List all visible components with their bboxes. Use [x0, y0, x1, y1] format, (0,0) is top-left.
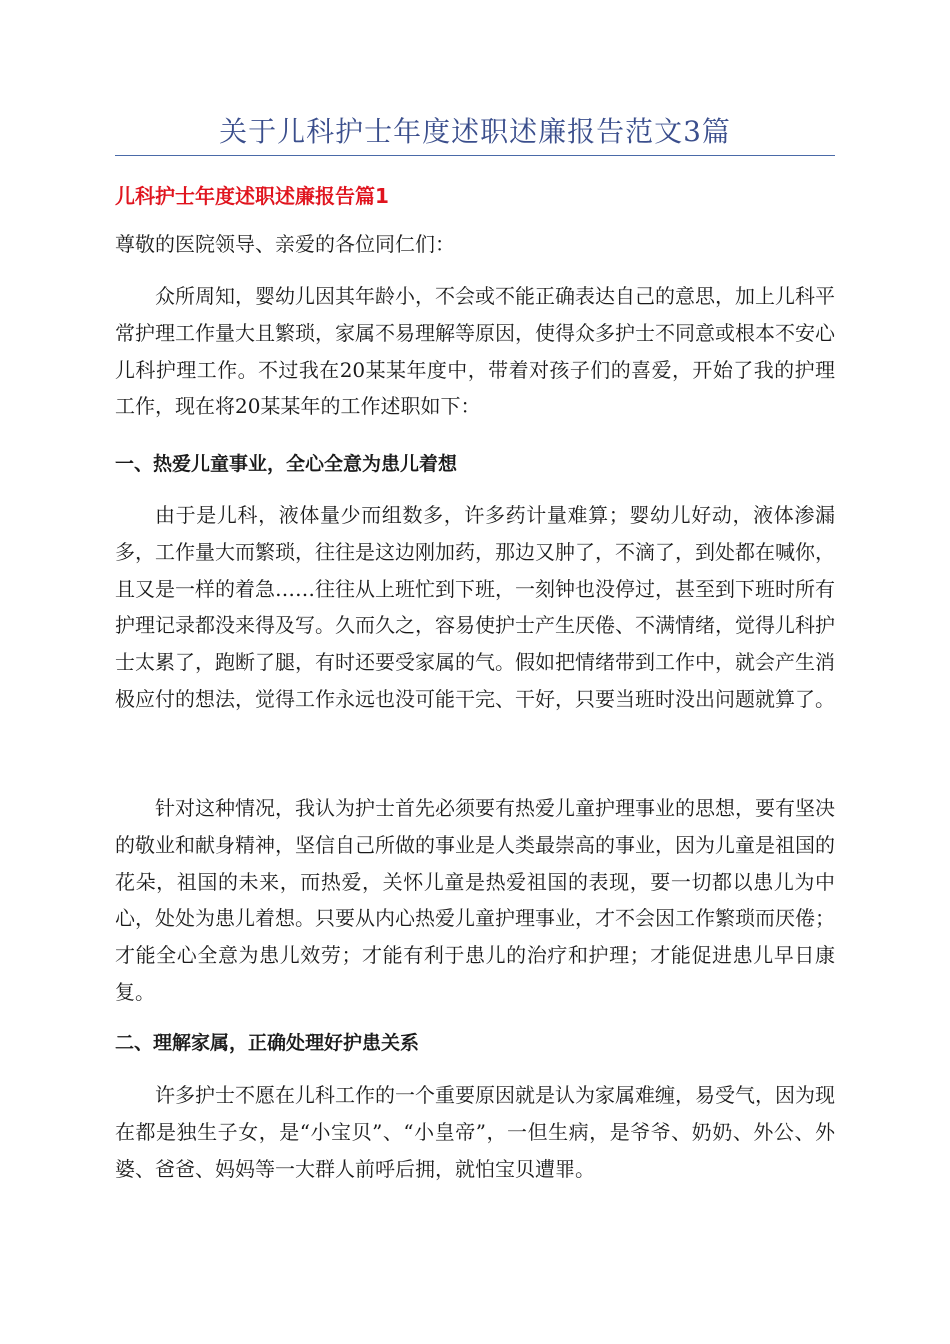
section-2-paragraph-1: 许多护士不愿在儿科工作的一个重要原因就是认为家属难缠，易受气，因为现在都是独生子女，是“小宝贝”、“小皇帝”，一但生病，是爷爷、奶奶、外公、外婆、爸爸、妈妈等一大群人前呼后拥，就怕宝贝遭罪。	[115, 1083, 835, 1181]
document-title: 关于儿科护士年度述职述廉报告范文3篇	[219, 115, 731, 148]
section-1-paragraph-2: 针对这种情况，我认为护士首先必须要有热爱儿童护理事业的思想，要有坚决的敬业和献身精神，坚信自己所做的事业是人类最崇高的事业，因为儿童是祖国的花朵，祖国的未来，而热爱，关怀儿童是热爱祖国的表现，要一切都以患儿为中心，处处为患儿着想。只要从内心热爱儿童护理事业，才不会因工作繁琐而厌倦；才能全心全意为患儿效劳；才能有利于患儿的治疗和护理；才能促进患儿早日康复。	[115, 796, 835, 1004]
title-divider	[115, 155, 835, 156]
intro-paragraph: 众所周知，婴幼儿因其年龄小，不会或不能正确表达自己的意思，加上儿科平常护理工作量大且繁琐，家属不易理解等原因，使得众多护士不同意或根本不安心儿科护理工作。不过我在20某某年度中，带着对孩子们的喜爱，开始了我的护理工作，现在将20某某年的工作述职如下：	[115, 284, 835, 419]
section-2-heading: 二、理解家属，正确处理好护患关系	[115, 1032, 420, 1054]
salutation: 尊敬的医院领导、亲爱的各位同仁们：	[115, 232, 455, 256]
section-1-heading: 一、热爱儿童事业，全心全意为患儿着想	[115, 453, 458, 475]
article-heading: 儿科护士年度述职述廉报告篇1	[115, 184, 389, 208]
section-1-paragraph-1: 由于是儿科，液体量少而组数多，许多药计量难算；婴幼儿好动，液体渗漏多，工作量大而繁琐，往往是这边刚加药，那边又肿了，不滴了，到处都在喊你，且又是一样的着急……往往从上班忙到下班，一刻钟也没停过，甚至到下班时所有护理记录都没来得及写。久而久之，容易使护士产生厌倦、不满情绪，觉得儿科护士太累了，跑断了腿，有时还要受家属的气。假如把情绪带到工作中，就会产生消极应付的想法，觉得工作永远也没可能干完、干好，只要当班时没出问题就算了。	[115, 503, 835, 711]
